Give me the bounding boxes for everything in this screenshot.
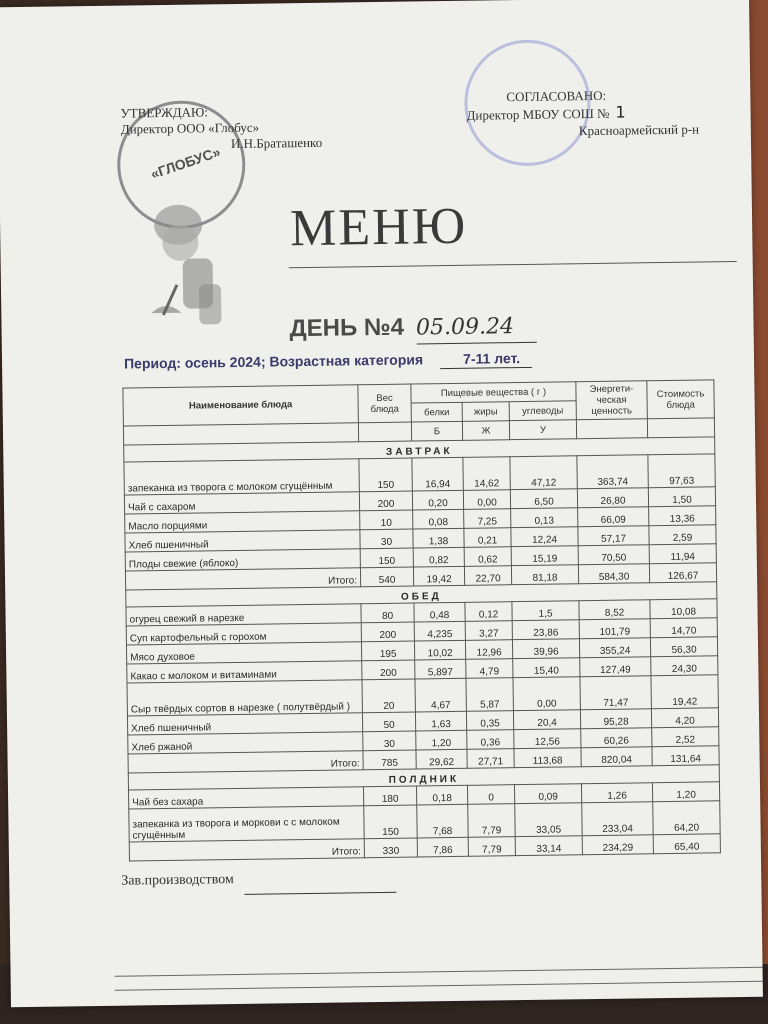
total-label: Итого: (129, 839, 364, 861)
value-cell: 23,86 (512, 620, 579, 640)
age-category: 7-11 лет. (462, 350, 521, 367)
day-heading (289, 312, 514, 343)
total-value: 7,86 (417, 837, 468, 857)
value-cell: 4,79 (466, 659, 513, 679)
value-cell: 0,21 (464, 528, 511, 548)
bottom-rule (115, 981, 763, 991)
value-cell: 180 (363, 786, 416, 806)
value-cell: 57,17 (578, 526, 649, 546)
header-fat: жиры (462, 402, 509, 422)
value-cell: 10,02 (414, 640, 465, 660)
total-value: 22,70 (464, 566, 511, 586)
value-cell: 2,59 (649, 525, 716, 545)
approval-heading: УТВЕРЖДАЮ: (120, 104, 209, 121)
value-cell: 26,80 (577, 488, 648, 508)
header-protein-short: Б (411, 421, 462, 441)
approval-position: Директор ООО «Глобус» (120, 119, 260, 137)
school-number: 1 (615, 102, 626, 122)
value-cell: 0,09 (514, 784, 581, 804)
dish-name-cell: Хлеб пшеничный (127, 713, 362, 735)
value-cell: 0,00 (463, 490, 510, 510)
total-value: 81,18 (511, 565, 578, 585)
header-blank (576, 419, 647, 439)
total-label: Итого: (128, 751, 363, 773)
total-value: 126,67 (649, 563, 716, 583)
value-cell: 0,00 (513, 677, 580, 711)
value-cell: 5,87 (466, 678, 513, 712)
value-cell: 6,50 (510, 489, 577, 509)
total-value: 33,14 (515, 836, 582, 856)
date-underline (417, 342, 537, 345)
dish-name-cell: огурец свежий в нарезке (126, 604, 361, 626)
value-cell: 150 (364, 805, 417, 839)
day-label: ДЕНЬ №4 (289, 313, 405, 343)
value-cell: 0,08 (413, 509, 464, 529)
bottom-rule (115, 967, 763, 977)
value-cell: 12,96 (465, 640, 512, 660)
header-dish: Наименование блюда (123, 385, 359, 426)
header-cost: Стоимость блюда (647, 380, 715, 419)
value-cell: 4,67 (415, 678, 466, 712)
value-cell: 16,94 (412, 457, 463, 491)
value-cell: 0,62 (464, 547, 511, 567)
value-cell: 150 (360, 548, 413, 568)
value-cell: 101,79 (579, 619, 650, 639)
value-cell: 39,96 (512, 639, 579, 659)
header-weight: Вес блюда (358, 384, 412, 423)
dish-name-cell: Суп картофельный с горохом (126, 623, 361, 645)
value-cell: 127,49 (580, 657, 651, 677)
value-cell: 95,28 (580, 709, 651, 729)
value-cell: 1,26 (581, 783, 652, 803)
header-protein: белки (411, 402, 462, 422)
agreement-position: Директор МБОУ СОШ № (466, 105, 610, 123)
value-cell: 47,12 (510, 456, 577, 490)
value-cell: 1,63 (415, 711, 466, 731)
total-value: 785 (363, 750, 416, 770)
day-date: 05.09.24 (415, 314, 515, 341)
dish-name-cell: запеканка из творога с молоком сгущённым (124, 459, 359, 495)
dish-name-cell: Мясо духовое (126, 642, 361, 664)
value-cell: 150 (359, 458, 412, 492)
value-cell: 14,62 (463, 457, 510, 491)
total-value: 29,62 (416, 749, 467, 769)
value-cell: 13,36 (649, 506, 716, 526)
value-cell: 11,94 (649, 544, 716, 564)
value-cell: 0,12 (465, 602, 512, 622)
value-cell: 15,19 (511, 546, 578, 566)
value-cell: 15,40 (513, 658, 580, 678)
page-title: МЕНЮ (289, 197, 468, 258)
value-cell: 19,42 (651, 675, 718, 709)
total-value: 27,71 (467, 749, 514, 769)
header-blank (647, 418, 714, 438)
header-blank (358, 422, 411, 442)
value-cell: 70,50 (578, 545, 649, 565)
menu-table (122, 379, 721, 861)
value-cell: 97,63 (648, 454, 715, 488)
value-cell: 64,20 (653, 801, 720, 835)
signature-underline (244, 892, 396, 895)
value-cell: 10 (360, 510, 413, 530)
value-cell: 0,36 (467, 730, 514, 750)
header-nutrients: Пищевые вещества ( г ) (411, 382, 576, 403)
value-cell: 1,5 (512, 601, 579, 621)
header-energy: Энергети-ческая ценность (576, 381, 648, 420)
header-carbs-short: У (509, 420, 576, 440)
value-cell: 233,04 (582, 802, 653, 836)
total-value: 234,29 (582, 835, 653, 855)
total-label: Итого: (125, 568, 360, 590)
value-cell: 0,48 (414, 602, 465, 622)
value-cell: 12,24 (511, 527, 578, 547)
value-cell: 0,35 (466, 711, 513, 731)
value-cell: 30 (360, 529, 413, 549)
value-cell: 5,897 (415, 659, 466, 679)
value-cell: 1,50 (648, 487, 715, 507)
dish-name-cell: Хлеб пшеничный (125, 530, 360, 552)
value-cell: 3,27 (465, 621, 512, 641)
dish-name-cell: Какао с молоком и витаминами (127, 661, 362, 683)
value-cell: 200 (361, 622, 414, 642)
value-cell: 0,20 (412, 490, 463, 510)
approval-name: И.Н.Браташенко (230, 134, 323, 152)
total-value: 540 (360, 567, 413, 587)
total-value: 7,79 (468, 837, 515, 857)
dish-name-cell: Чай без сахара (128, 787, 363, 809)
value-cell: 7,68 (417, 804, 468, 838)
value-cell: 0,13 (511, 508, 578, 528)
value-cell: 1,20 (416, 730, 467, 750)
value-cell: 14,70 (650, 618, 717, 638)
chef-mascot-illustration (140, 184, 252, 336)
title-underline (289, 261, 737, 268)
total-value: 330 (364, 838, 417, 858)
agreement-block (466, 86, 699, 141)
value-cell: 60,26 (581, 728, 652, 748)
value-cell: 20,4 (513, 710, 580, 730)
value-cell: 200 (362, 660, 415, 680)
value-cell: 4,20 (651, 708, 718, 728)
value-cell: 71,47 (580, 676, 651, 710)
production-manager-label: Зав.производством (121, 872, 234, 889)
total-value: 131,64 (652, 746, 719, 766)
value-cell: 8,52 (579, 600, 650, 620)
value-cell: 0 (467, 785, 514, 805)
value-cell: 80 (361, 603, 414, 623)
value-cell: 0,18 (416, 785, 467, 805)
value-cell: 1,20 (652, 782, 719, 802)
value-cell: 10,08 (650, 599, 717, 619)
header-fat-short: Ж (462, 421, 509, 441)
total-value: 65,40 (653, 834, 720, 854)
value-cell: 12,56 (514, 729, 581, 749)
value-cell: 30 (363, 731, 416, 751)
value-cell: 66,09 (578, 507, 649, 527)
agreement-district: Красноармейский р-н (578, 121, 700, 139)
section-title: ПОЛДНИК (128, 765, 719, 790)
value-cell: 355,24 (579, 638, 650, 658)
section-title: ЗАВТРАК (124, 437, 715, 462)
value-cell: 0,82 (413, 547, 464, 567)
total-value: 19,42 (413, 566, 464, 586)
value-cell: 4,235 (414, 621, 465, 641)
total-value: 820,04 (581, 747, 652, 767)
value-cell: 200 (359, 491, 412, 511)
value-cell: 20 (362, 679, 415, 713)
section-title: ОБЕД (126, 582, 717, 607)
dish-name-cell: Чай с сахаром (124, 492, 359, 514)
value-cell: 363,74 (577, 455, 648, 489)
value-cell: 7,79 (468, 804, 515, 838)
value-cell: 195 (361, 641, 414, 661)
dish-name-cell: Плоды свежие (яблоко) (125, 549, 360, 571)
header-carbs: углеводы (509, 401, 576, 421)
company-stamp-text: «ГЛОБУС» (148, 143, 223, 182)
value-cell: 1,38 (413, 528, 464, 548)
value-cell: 50 (362, 712, 415, 732)
agreement-heading: СОГЛАСОВАНО: (506, 87, 607, 105)
value-cell: 7,25 (464, 509, 511, 529)
dish-name-cell: Масло порциями (125, 511, 360, 533)
dish-name-cell: запеканка из творога и моркови с с молоком сгущённым (129, 806, 364, 842)
total-value: 113,68 (514, 748, 581, 768)
dish-name-cell: Сыр твёрдых сортов в нарезке ( полутвёрдый ) (127, 680, 362, 716)
age-underline (440, 367, 532, 369)
value-cell: 56,30 (650, 637, 717, 657)
period-text: Период: осень 2024; Возрастная категория (123, 351, 424, 372)
value-cell: 33,05 (515, 803, 582, 837)
value-cell: 2,52 (652, 727, 719, 747)
value-cell: 24,30 (651, 656, 718, 676)
dish-name-cell: Хлеб ржаной (128, 732, 363, 754)
total-value: 584,30 (578, 564, 649, 584)
